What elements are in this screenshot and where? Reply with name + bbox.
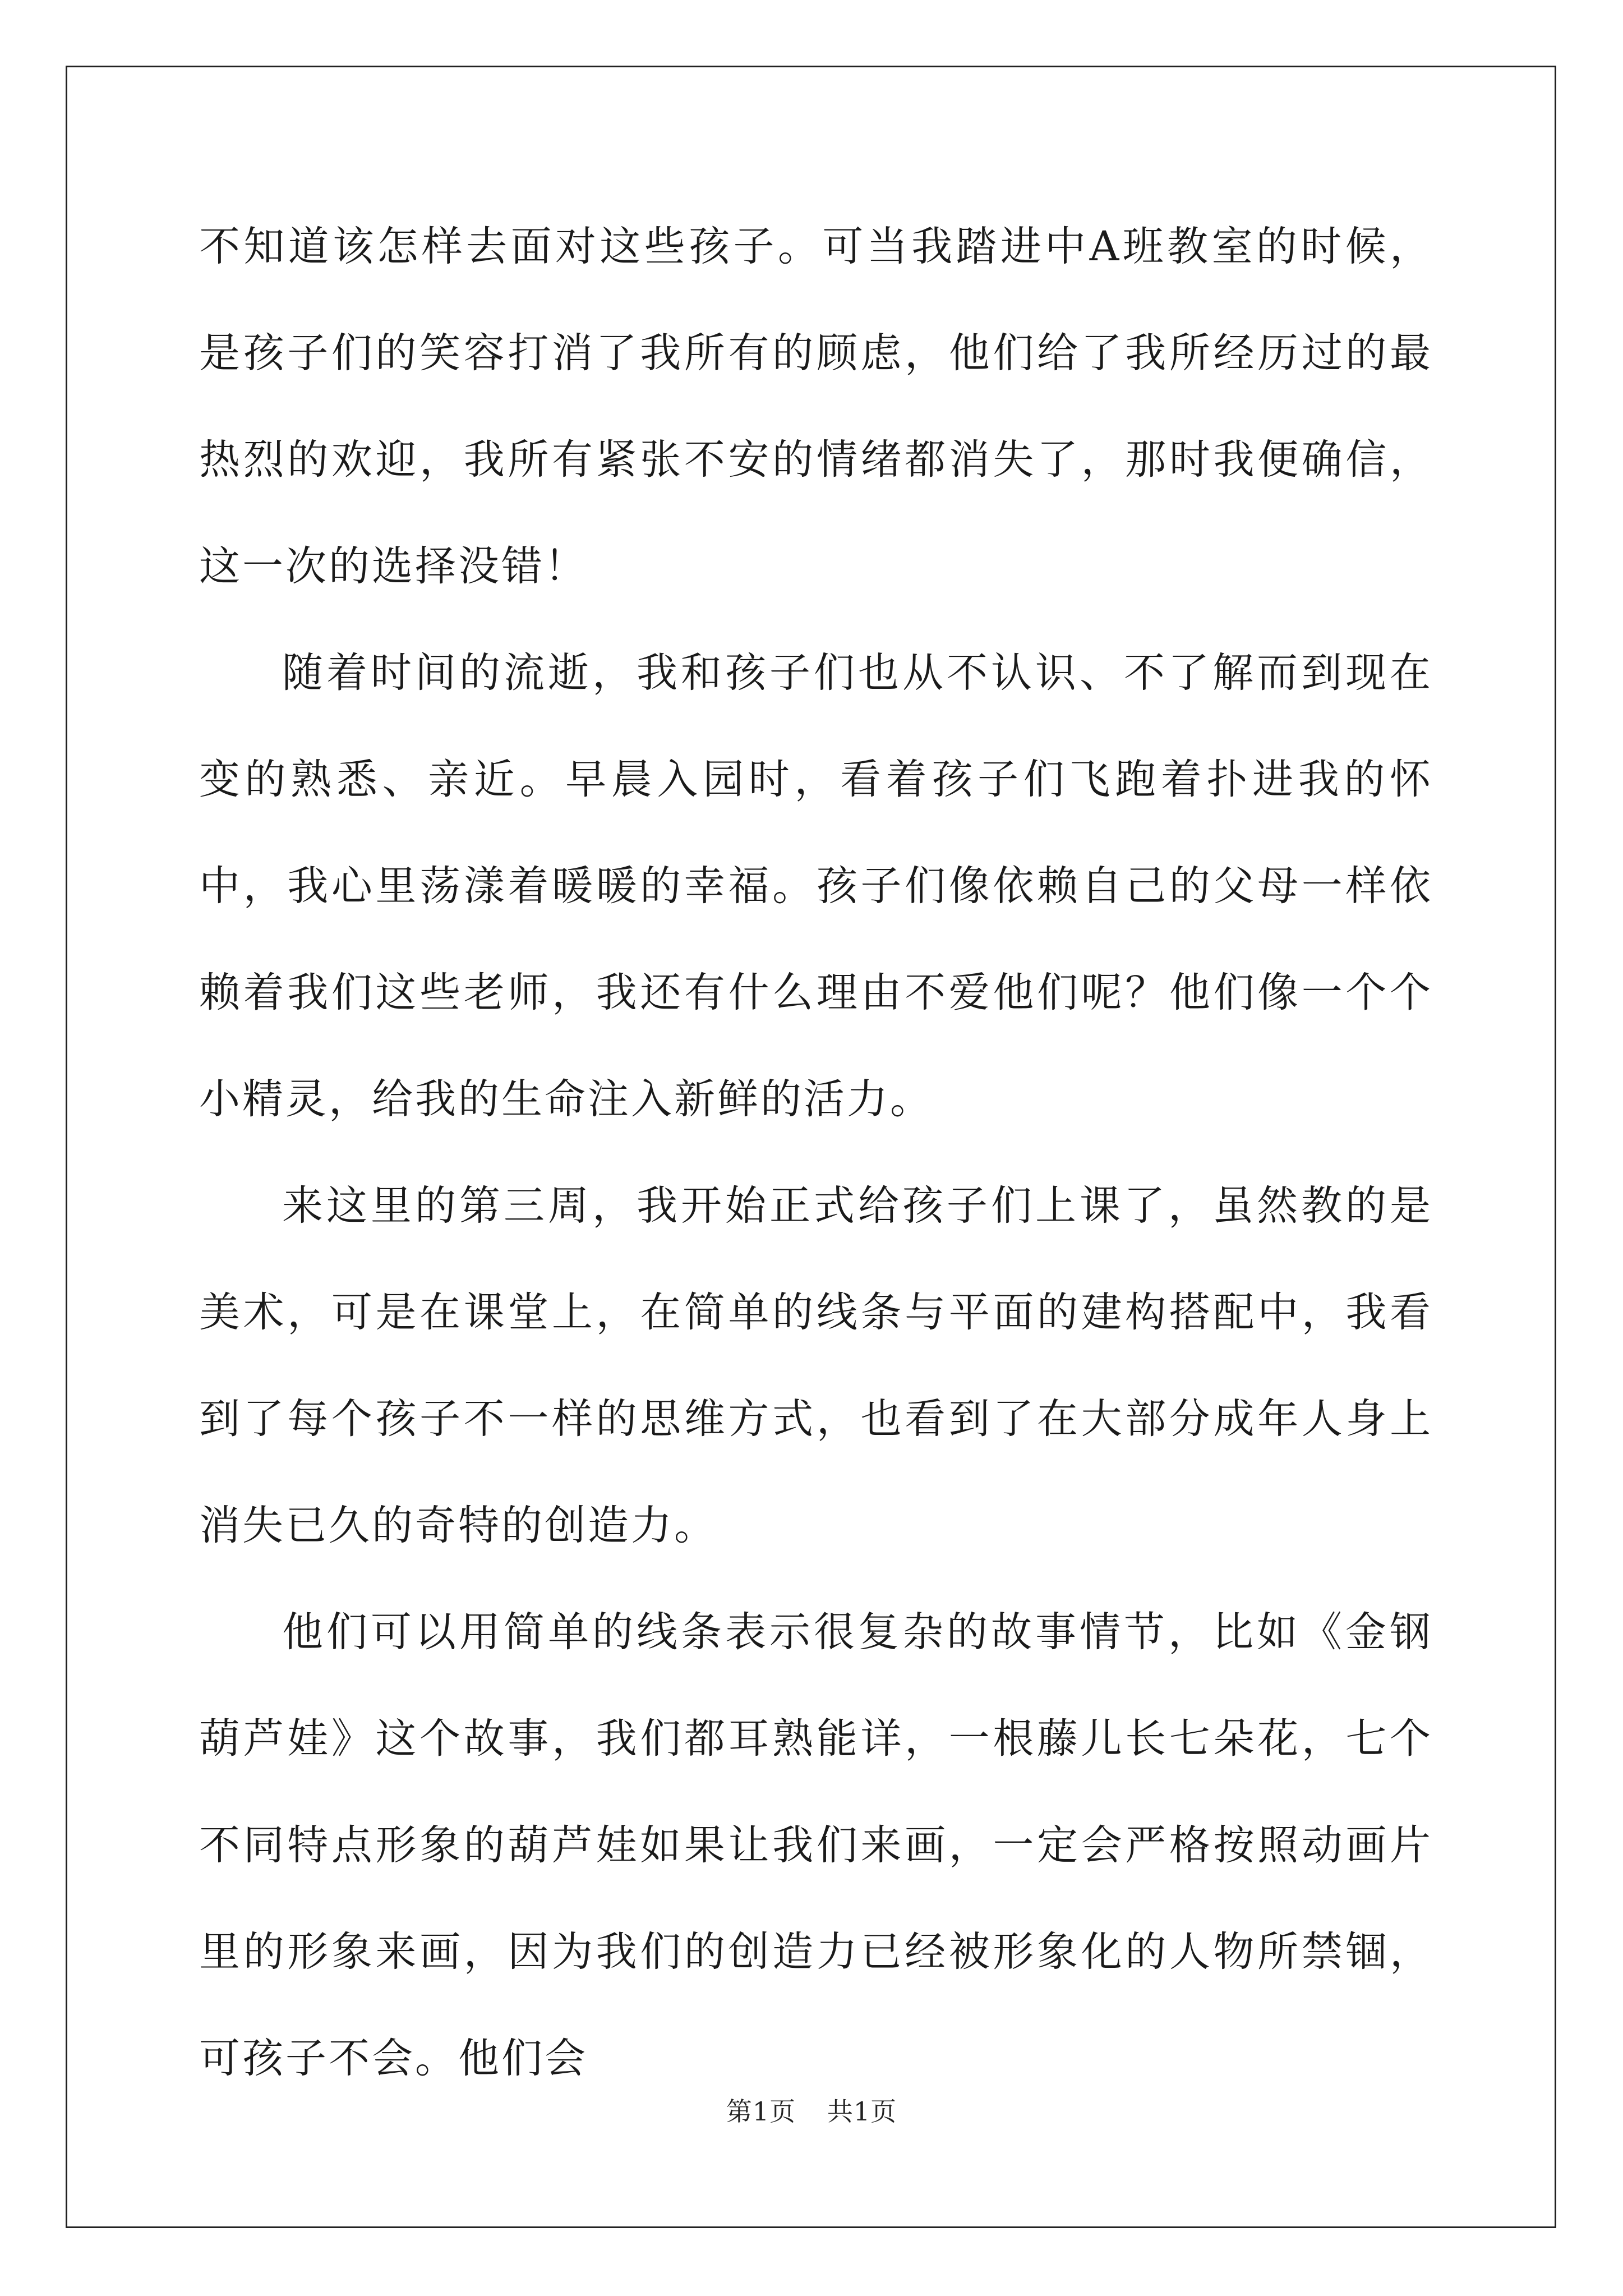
paragraph-3: 来这里的第三周，我开始正式给孩子们上课了，虽然教的是美术，可是在课堂上，在简单的线条与平面的建构搭配中，我看到了每个孩子不一样的思维方式，也看到了在大部分成年人身上消失已久的奇特的创造力。 (199, 1182, 1433, 1549)
page-footer (0, 2091, 1623, 2128)
paragraph-1: 不知道该怎样去面对这些孩子。可当我踏进中A班教室的时候，是孩子们的笑容打消了我所有的顾虑，他们给了我所经历过的最热烈的欢迎，我所有紧张不安的情绪都消失了，那时我便确信，这一次的选择没错！ (199, 223, 1433, 590)
page-number: 第1页 (726, 2096, 796, 2127)
document-body (199, 194, 1433, 2112)
paragraph-2: 随着时间的流逝，我和孩子们也从不认识、不了解而到现在变的熟悉、亲近。早晨入园时，看着孩子们飞跑着扑进我的怀中，我心里荡漾着暖暖的幸福。孩子们像依赖自己的父母一样依赖着我们这些老师，我还有什么理由不爱他们呢？他们像一个个小精灵，给我的生命注入新鲜的活力。 (199, 649, 1433, 1123)
paragraph-4: 他们可以用简单的线条表示很复杂的故事情节，比如《金钢葫芦娃》这个故事，我们都耳熟能详，一根藤儿长七朵花，七个不同特点形象的葫芦娃如果让我们来画，一定会严格按照动画片里的形象来画，因为我们的创造力已经被形象化的人物所禁锢，可孩子不会。他们会 (199, 1608, 1433, 2082)
page-total: 共1页 (827, 2096, 897, 2127)
